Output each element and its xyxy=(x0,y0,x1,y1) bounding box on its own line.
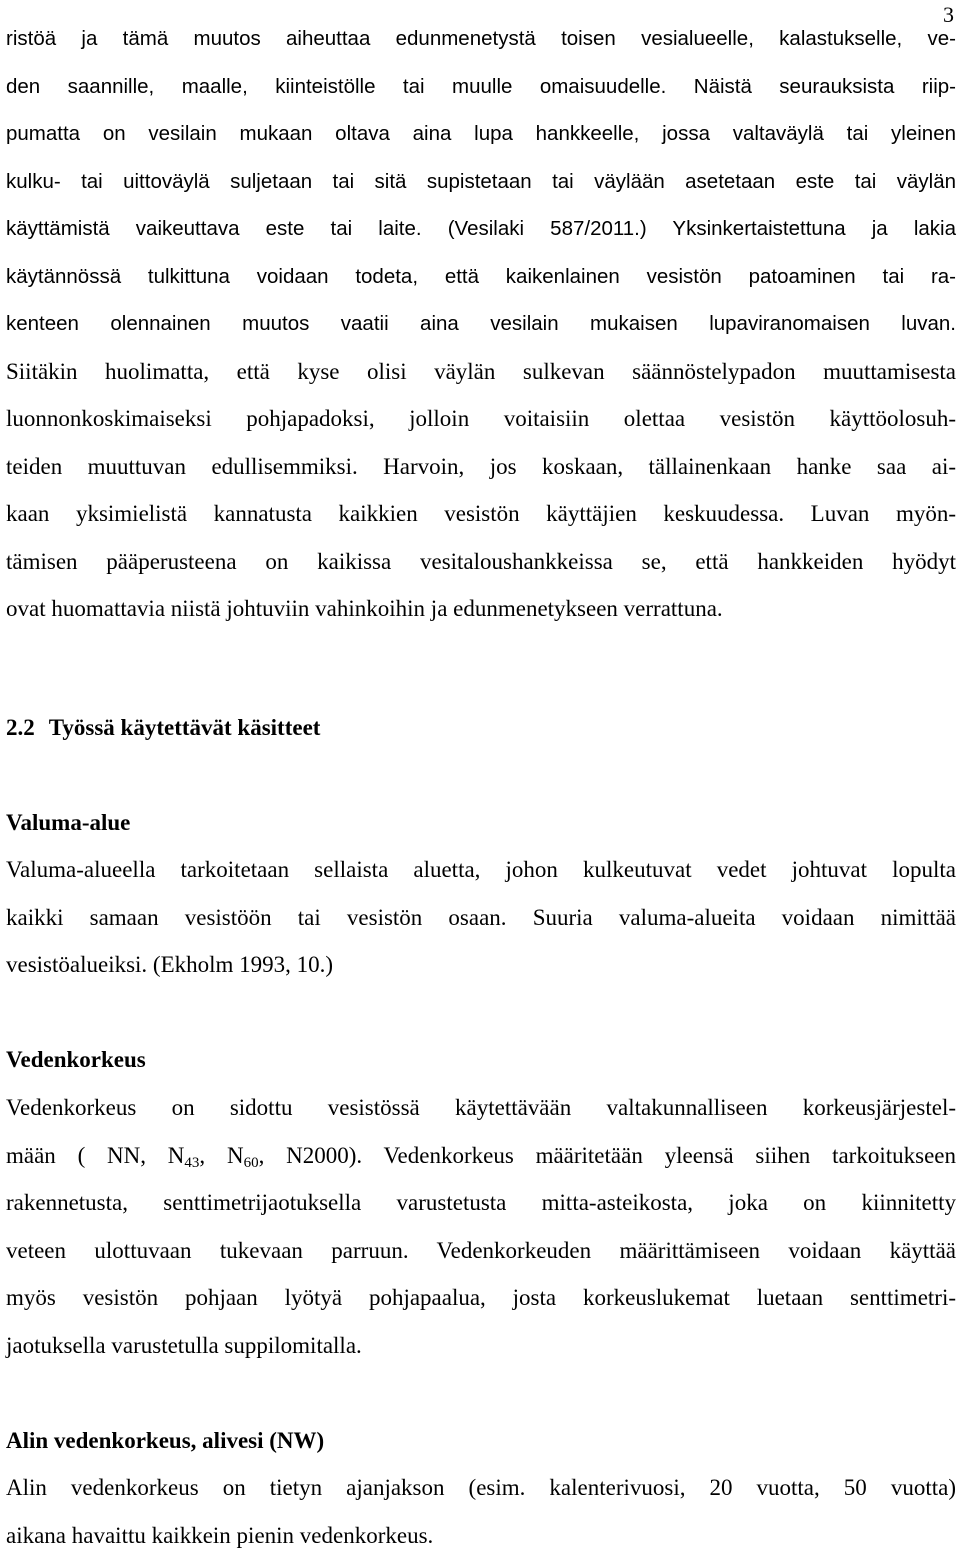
term-body-vedenkorkeus xyxy=(6,1084,956,1369)
intro-line: ovat huomattavia niistä johtuviin vahinkoihin ja edunmenetykseen verrattuna. xyxy=(6,585,956,633)
intro-line: kulku- tai uittoväylä suljetaan tai sitä supistetaan tai väylään asetetaan este tai väylän xyxy=(6,158,956,206)
term-body-valuma-alue xyxy=(6,846,956,989)
term-line: rakennetusta, senttimetrijaotuksella varustetusta mitta-asteikosta, joka on kiinnitetty xyxy=(6,1179,956,1227)
intro-line: teiden muuttuvan edullisemmiksi. Harvoin, jos koskaan, tällainenkaan hanke saa ai- xyxy=(6,443,956,491)
term-line: veteen ulottuvaan tukevaan parruun. Vedenkorkeuden määrittämiseen voidaan käyttää xyxy=(6,1227,956,1275)
intro-line: ristöä ja tämä muutos aiheuttaa edunmenetystä toisen vesialueelle, kalastukselle, ve- xyxy=(6,15,956,63)
section-heading xyxy=(6,713,320,743)
page-number: 3 xyxy=(943,2,954,28)
intro-line: kaan yksimielistä kannatusta kaikkien vesistön käyttäjien keskuudessa. Luvan myön- xyxy=(6,490,956,538)
intro-line: luonnonkoskimaiseksi pohjapadoksi, jolloin voitaisiin olettaa vesistön käyttöolosuh- xyxy=(6,395,956,443)
term-heading-valuma-alue: Valuma-alue xyxy=(6,808,130,838)
subscript: 60 xyxy=(244,1155,259,1171)
section-number: 2.2 xyxy=(6,715,35,740)
intro-paragraph xyxy=(6,15,956,633)
term-line: Valuma-alueella tarkoitetaan sellaista aluetta, johon kulkeutuvat vedet johtuvat lopulta xyxy=(6,846,956,894)
intro-line: kenteen olennainen muutos vaatii aina vesilain mukaisen lupaviranomaisen luvan. xyxy=(6,300,956,348)
intro-line: den saannille, maalle, kiinteistölle tai muulle omaisuudelle. Näistä seurauksista riip- xyxy=(6,63,956,111)
intro-line: pumatta on vesilain mukaan oltava aina lupa hankkeelle, jossa valtaväylä tai yleinen xyxy=(6,110,956,158)
term-line: kaikki samaan vesistöön tai vesistön osaan. Suuria valuma-alueita voidaan nimittää xyxy=(6,894,956,942)
term-heading-vedenkorkeus: Vedenkorkeus xyxy=(6,1045,146,1075)
term-line: jaotuksella varustetulla suppilomitalla. xyxy=(6,1322,956,1370)
intro-line: Siitäkin huolimatta, että kyse olisi väylän sulkevan säännöstelypadon muuttamisesta xyxy=(6,348,956,396)
subscript: 43 xyxy=(184,1155,199,1171)
intro-line: tämisen pääperusteena on kaikissa vesitaloushankkeissa se, että hankkeiden hyödyt xyxy=(6,538,956,586)
term-line: myös vesistön pohjaan lyötyä pohjapaalua, josta korkeuslukemat luetaan senttimetri- xyxy=(6,1274,956,1322)
term-line: Alin vedenkorkeus on tietyn ajanjakson (esim. kalenterivuosi, 20 vuotta, 50 vuotta) xyxy=(6,1464,956,1512)
intro-line: käytännössä tulkittuna voidaan todeta, että kaikenlainen vesistön patoaminen tai ra- xyxy=(6,253,956,301)
section-title: Työssä käytettävät käsitteet xyxy=(49,715,321,740)
term-line-with-subscripts: mään ( NN, $N_{43}$, $N_{60}$, N2000). Vedenkorkeus määritetään yleensä siihen tarkoitukseen xyxy=(6,1132,956,1180)
term-body-alivesi xyxy=(6,1464,956,1559)
term-line: aikana havaittu kaikkein pienin vedenkorkeus. xyxy=(6,1512,956,1559)
term-line: vesistöalueiksi. (Ekholm 1993, 10.) xyxy=(6,941,956,989)
term-heading-alivesi: Alin vedenkorkeus, alivesi (NW) xyxy=(6,1426,324,1456)
term-line: Vedenkorkeus on sidottu vesistössä käytettävään valtakunnalliseen korkeusjärjestel- xyxy=(6,1084,956,1132)
intro-line: käyttämistä vaikeuttava este tai laite. (Vesilaki 587/2011.) Yksinkertaistettuna ja lakia xyxy=(6,205,956,253)
